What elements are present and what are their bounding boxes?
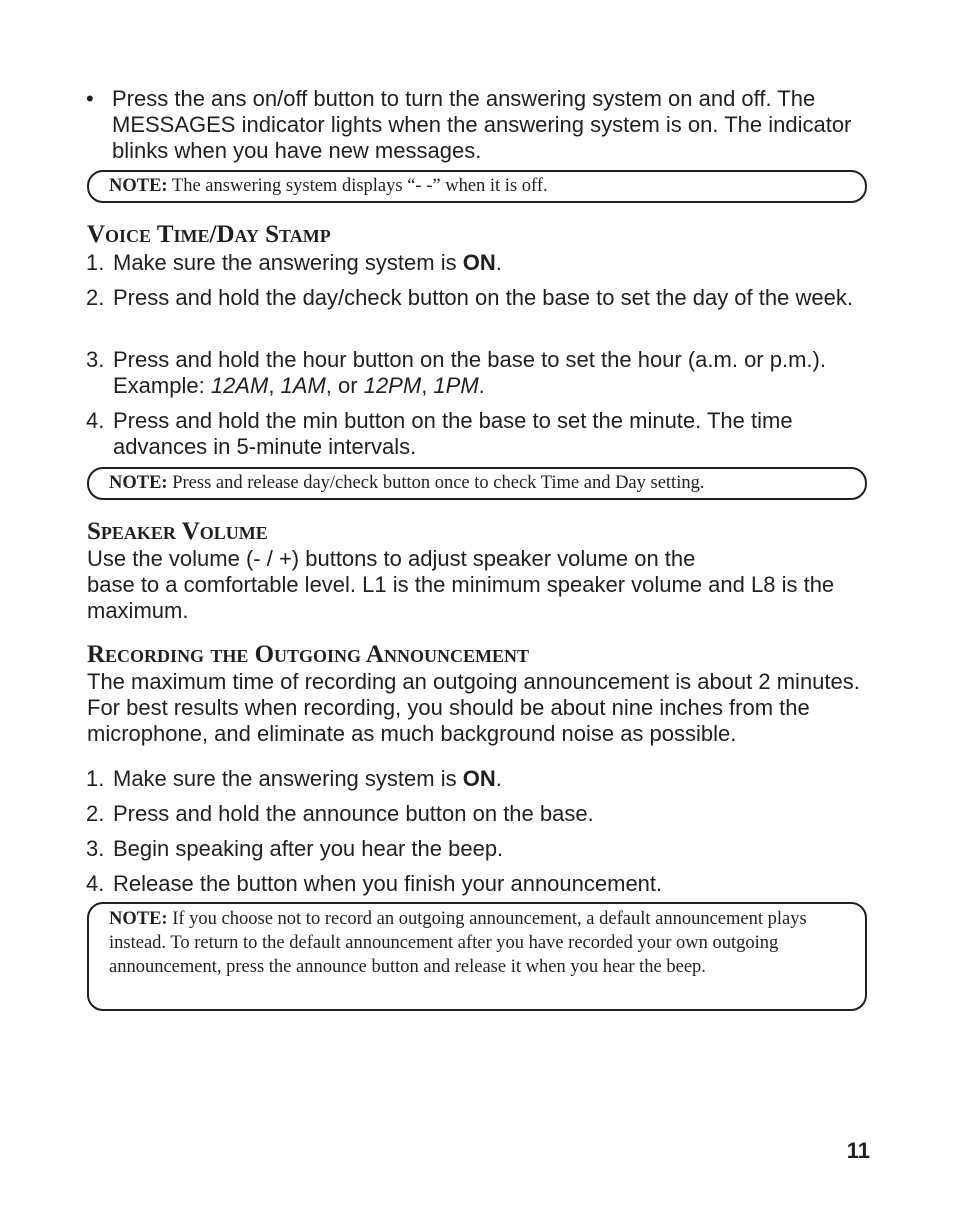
step-number: 3. — [86, 836, 105, 861]
note-label: NOTE: — [109, 909, 168, 929]
step-text-end: . — [478, 373, 485, 398]
list-item — [86, 836, 876, 862]
step-text: Begin speaking after you hear the beep. — [113, 836, 504, 861]
paragraph-line: Use the volume (- / +) buttons to adjust speaker volume on the — [87, 546, 696, 571]
speaker-volume-paragraph — [87, 546, 877, 624]
separator: , or — [325, 373, 364, 398]
separator: , — [421, 373, 434, 398]
example-12am: 12AM — [210, 373, 269, 398]
paragraph-text: base to a comfortable level. L1 is the minimum speaker volume and L8 is the maximum. — [87, 572, 835, 623]
bullet-symbol: • — [86, 86, 94, 111]
note-box — [87, 902, 867, 1011]
list-item — [86, 347, 876, 399]
step-bold: ON — [462, 766, 496, 791]
step-bold: ON — [462, 250, 496, 275]
step-number: 4. — [86, 871, 105, 896]
step-text-end: . — [495, 766, 502, 791]
bullet-item — [86, 86, 876, 164]
separator: , — [268, 373, 281, 398]
note-text: The answering system displays “- -” when it is off. — [171, 176, 548, 196]
page-number: 11 — [846, 1138, 870, 1163]
note-box — [87, 170, 867, 203]
note-text: Press and release day/check button once to check Time and Day setting. — [172, 473, 705, 493]
step-text: Make sure the answering system is — [113, 250, 463, 275]
note-text: If you choose not to record an outgoing announcement, a default announcement plays instead. To return to the default announcement after you have recorded your own outgoing announcement, press the announce button and release it when you hear the beep. — [109, 909, 807, 977]
list-item — [86, 408, 876, 460]
step-number: 2. — [86, 285, 105, 310]
step-text: Press and hold the min button on the base to set the minute. The time advances in 5-minute intervals. — [113, 408, 793, 459]
section-heading-voice-time-day-stamp: Voice Time/Day Stamp — [87, 221, 331, 248]
list-item — [86, 801, 876, 827]
step-number: 1. — [86, 766, 105, 791]
recording-intro-paragraph: The maximum time of recording an outgoing announcement is about 2 minutes. For best results when recording, you should be about nine inches from the microphone, and eliminate as much background noise as possible. — [87, 669, 860, 746]
list-item — [86, 285, 876, 311]
step-text: Release the button when you finish your announcement. — [113, 871, 663, 896]
section-heading-speaker-volume: Speaker Volume — [87, 518, 268, 545]
step-number: 2. — [86, 801, 105, 826]
note-label: NOTE: — [109, 176, 168, 196]
step-text: Make sure the answering system is — [113, 766, 463, 791]
step-number: 1. — [86, 250, 105, 275]
bullet-text: Press the ans on/off button to turn the answering system on and off. The MESSAGES indicator lights when the answering system is on. The indicator blinks when you have new messages. — [112, 86, 852, 163]
step-text: Press and hold the day/check button on the base to set the day of the week. — [113, 285, 853, 310]
note-label: NOTE: — [109, 473, 168, 493]
step-text-end: . — [495, 250, 502, 275]
section-heading-recording-outgoing-announcement: Recording the Outgoing Announcement — [87, 641, 529, 668]
step-number: 3. — [86, 347, 105, 372]
step-text: Press and hold the announce button on the base. — [113, 801, 594, 826]
step-text: Press and hold the hour button on the base to set the hour (a.m. or p.m.). Example: — [113, 347, 826, 398]
step-number: 4. — [86, 408, 105, 433]
list-item — [86, 871, 876, 897]
example-1am: 1AM — [280, 373, 326, 398]
list-item — [86, 250, 876, 276]
example-1pm: 1PM — [433, 373, 479, 398]
note-box — [87, 467, 867, 500]
list-item — [86, 766, 876, 792]
example-12pm: 12PM — [363, 373, 422, 398]
